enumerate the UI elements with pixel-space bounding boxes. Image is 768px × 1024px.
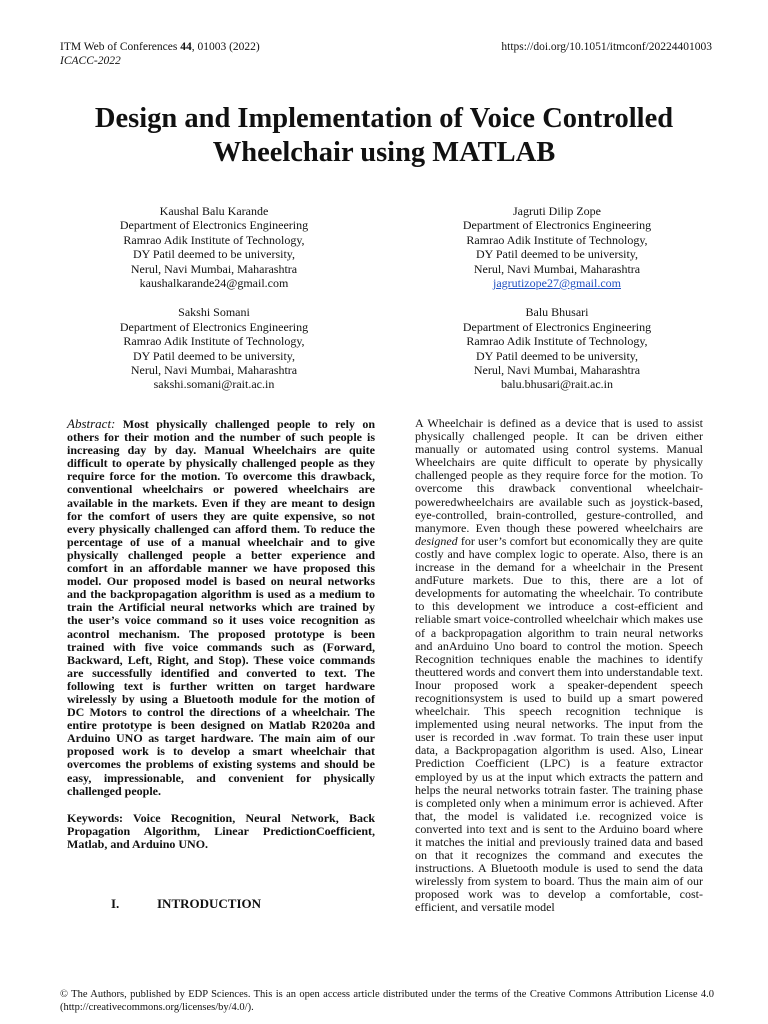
author-institute: Ramrao Adik Institute of Technology,	[466, 232, 648, 247]
author-email: kaushalkarande24@gmail.com	[139, 276, 289, 291]
authors-left-column	[84, 204, 344, 392]
author-department: Department of Electronics Engineering	[462, 218, 652, 233]
intro-text-part-2: for user’s comfort but economically they are quite costly and have complex logic to operate. Also, there is an increase in the demand for a wheelchair in the Present andFuture markets. Due to this, there are a lot of developments for automating the wheelchair. To contribute to this development we introduce a cost-efficient and reliable smart voice-controlled wheelchair which makes use of a backpropagation algorithm to train neural networks and anArduino Uno board to control the motion. Speech Recognition techniques enable the machines to identify theuttered words and convert them into understandable text. Inour proposed work a speaker-dependent speech recognitionsystem is used to build up a smart powered wheelchair. This speech recognition technique is implemented using neural networks. The input from the user is recorded in .wav format. To train these user input data, a Backpropagation algorithm is used. Also, Linear Prediction Coefficient (LPC) is a feature extractor employed by us at the input which extracts the pattern and helps the neural networks totrain faster. The training phase is completed only when a minimum error is achieved. After that, the model is validated i.e. recognized voice is converted into text and is sent to the Arduino board where it matches the initial and previously trained data and based on that it recognizes the command and executes the instructions. A Bluetooth module is used to send the data wirelessly from system to board. Thus the main aim of our proposed work was to develop a comfortable, cost-efficient, and versatile model	[415, 533, 703, 915]
abstract-text: Most physically challenged people to rely on others for their motion and the number of such people is increasing day by day. Manual Wheelchairs are quite difficult to operate by physically challenged people as they require force for the motion. To overcome this drawback, conventional wheelchairs or powered wheelchairs are available in the markets. Even if they are meant to design for the comfort of users they are quite expensive, so not every physically challenged can afford them. To reduce the percentage of use of a manual wheelchair and to give physically challenged people a better experience and comfort in an affordable manner we have proposed this model. Our proposed model is based on neural networks and the backpropagation algorithm is used as a medium to train the Artificial neural networks which are trained by the user’s voice command so it uses voice recognition as acontrol mechanism. The proposed prototype is been trained with five voice commands such as (Forward, Backward, Left, Right, and Stop). These voice commands are successfully identified and converted to text. The following text is further written on target hardware wirelessly by using a Bluetooth module for the motion of DC Motors to control the directions of a wheelchair. The entire prototype is been designed on Matlab R2020a and Arduino UNO as target hardware. The main aim of our proposed work is to develop a smart wheelchair that overcomes the problems of existing systems and should be easy, impressionable, and convenient for physically challenged people.	[67, 417, 376, 798]
section-number: I.	[111, 896, 120, 911]
author-email: balu.bhusari@rait.ac.in	[500, 377, 613, 392]
author-name: Kaushal Balu Karande	[159, 204, 269, 218]
author-location: Nerul, Navi Mumbai, Maharashtra	[130, 363, 298, 378]
author-email: sakshi.somani@rait.ac.in	[153, 377, 275, 392]
section-heading-introduction	[67, 897, 375, 910]
journal-citation	[60, 40, 260, 54]
author-institute: Ramrao Adik Institute of Technology,	[123, 334, 305, 349]
paper-title	[40, 102, 728, 170]
author-name: Sakshi Somani	[178, 305, 250, 320]
intro-emphasis: designed	[415, 533, 458, 548]
copyright-footer: © The Authors, published by EDP Sciences. This is an open access article distributed under the terms of the Creative Commons Attribution License 4.0 (http://creativecommons.org/licenses/by/4.0/).	[60, 989, 714, 1013]
doi-link[interactable]: https://doi.org/10.1051/itmconf/20224401003	[501, 41, 712, 53]
author-email-link[interactable]: jagrutizope27@gmail.com	[492, 276, 621, 291]
author-name: Jagruti Dilip Zope	[513, 204, 601, 218]
right-text-column	[415, 417, 703, 915]
journal-article: , 01003 (2022)	[191, 41, 260, 53]
abstract-label: Abstract:	[67, 416, 116, 431]
title-line-2: Wheelchair using MATLAB	[212, 137, 556, 168]
author-university: DY Patil deemed to be university,	[475, 247, 639, 262]
author-block	[427, 204, 687, 290]
keywords-paragraph: Keywords: Voice Recognition, Neural Network, Back Propagation Algorithm, Linear PredictionCoefficient, Matlab, and Arduino UNO.	[67, 810, 375, 851]
author-department: Department of Electronics Engineering	[119, 319, 309, 334]
author-block	[427, 305, 687, 391]
abstract-paragraph	[67, 417, 375, 798]
author-university: DY Patil deemed to be university,	[132, 247, 296, 262]
author-department: Department of Electronics Engineering	[462, 319, 652, 334]
author-location: Nerul, Navi Mumbai, Maharashtra	[473, 261, 641, 276]
author-block	[84, 305, 344, 391]
journal-volume: 44	[180, 41, 192, 53]
author-location: Nerul, Navi Mumbai, Maharashtra	[130, 261, 298, 276]
journal-name: ITM Web of Conferences	[60, 41, 181, 53]
author-location: Nerul, Navi Mumbai, Maharashtra	[473, 363, 641, 378]
author-name: Balu Bhusari	[525, 305, 589, 320]
authors-right-column	[427, 204, 687, 392]
author-institute: Ramrao Adik Institute of Technology,	[466, 334, 648, 349]
author-university: DY Patil deemed to be university,	[475, 348, 639, 363]
running-header-left	[60, 40, 260, 68]
author-block	[84, 204, 344, 290]
conference-name: ICACC-2022	[60, 55, 121, 67]
author-department: Department of Electronics Engineering	[119, 218, 309, 233]
author-university: DY Patil deemed to be university,	[132, 348, 296, 363]
author-institute: Ramrao Adik Institute of Technology,	[123, 232, 305, 247]
section-title: INTRODUCTION	[157, 896, 262, 911]
left-text-column	[67, 417, 375, 910]
title-line-1: Design and Implementation of Voice Controlled	[94, 103, 674, 134]
introduction-paragraph	[415, 417, 703, 915]
intro-text-part-1: A Wheelchair is defined as a device that is used to assist physically challenged people. It can be driven either manually or automated using control systems. Manual Wheelchairs are quite difficult to operate by physically challenged people as they require force for the motion. To overcome this drawback conventional wheelchair-poweredwheelchairs are available such as joystick-based, eye-controlled, brain-controlled, gesture-controlled, and manymore. Even though these powered wheelchairs are	[415, 416, 703, 535]
